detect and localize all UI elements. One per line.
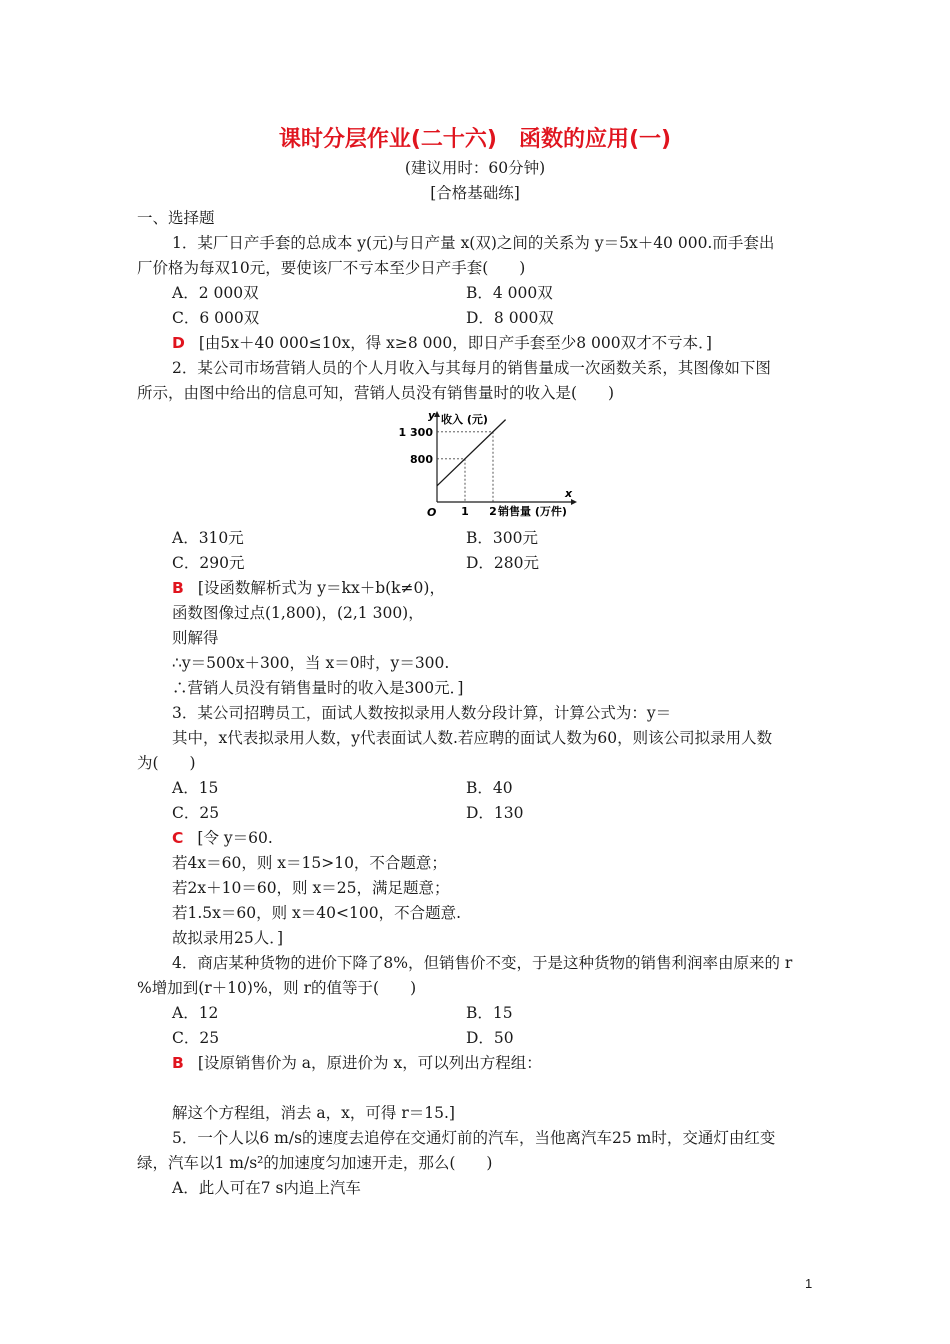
q3-solution-line1 (172, 828, 273, 848)
q4-answer: B (172, 1054, 184, 1072)
q3-answer: C (172, 829, 184, 847)
q1-option-b: B．4 000双 (466, 284, 553, 302)
x-axis-title: 销售量 (万件) (498, 505, 567, 518)
q4-stem-line1: 4．商店某种货物的进价下降了8%，但销售价不变，于是这种货物的销售利润率由原来的 r (172, 954, 793, 972)
q2-option-a: A．310元 (172, 529, 244, 547)
q1-stem-line2: 厂价格为每双10元，要使该厂不亏本至少日产手套( ) (137, 259, 526, 277)
q1-stem-line1: 1．某厂日产手套的总成本 y(元)与日产量 x(双)之间的关系为 y＝5x＋40 000.而手套出 (172, 234, 775, 252)
income-series-line (437, 420, 506, 486)
q3-solution-text1: [令 y＝60. (197, 829, 273, 847)
q5-stem-line1: 5．一个人以6 m/s的速度去追停在交通灯前的汽车，当他离汽车25 m时，交通灯由红变 (172, 1129, 776, 1147)
x-tick-1: 1 (461, 505, 469, 518)
q4-option-b: B．15 (466, 1004, 513, 1022)
q4-option-d: D．50 (466, 1029, 514, 1047)
q5-stem-line2: 绿，汽车以1 m/s²的加速度匀加速开走，那么( ) (137, 1154, 493, 1172)
q3-solution-line5: 故拟录用25人．] (172, 929, 284, 947)
q2-solution-text1: [设函数解析式为 y＝kx＋b(k≠0)， (197, 579, 445, 597)
q2-stem-line1: 2．某公司市场营销人员的个人月收入与其每月的销售量成一次函数关系，其图像如下图 (172, 359, 771, 377)
q3-stem-line3: 为( ) (137, 754, 196, 772)
q3-stem-line2: 其中，x代表拟录用人数，y代表面试人数.若应聘的面试人数为60，则该公司拟录用人数 (172, 729, 773, 747)
section-heading: 一、选择题 (137, 209, 215, 227)
q1-option-d: D．8 000双 (466, 309, 554, 327)
q4-option-c: C．25 (172, 1029, 220, 1047)
q1-solution (172, 333, 712, 353)
page-number: 1 (805, 1276, 813, 1291)
q3-stem-line1: 3．某公司招聘员工，面试人数按拟录用人数分段计算，计算公式为：y＝ (172, 704, 672, 722)
q4-stem-line2: %增加到(r＋10)%，则 r的值等于( ) (137, 979, 417, 997)
q2-option-d: D．280元 (466, 554, 540, 572)
page-title: 课时分层作业(二十六) 函数的应用(一) (278, 127, 672, 152)
suggested-time: (建议用时：60分钟) (404, 159, 546, 177)
q2-option-c: C．290元 (172, 554, 245, 572)
q2-solution-line2: 函数图像过点(1,800)，(2,1 300)， (172, 604, 424, 622)
q2-answer: B (172, 579, 184, 597)
q2-solution-line4: ∴y＝500x＋300，当 x＝0时，y＝300. (172, 654, 450, 672)
q1-solution-text: [由5x＋40 000≤10x，得 x≥8 000，即日产手套至少8 000双才不亏本．] (198, 334, 712, 352)
q2-solution-line1 (172, 578, 445, 598)
q1-option-a: A．2 000双 (172, 284, 259, 302)
y-axis-letter: y (428, 409, 436, 422)
y-axis-title: 收入 (元) (441, 413, 488, 426)
q4-solution-line1 (172, 1053, 542, 1073)
section-tag: [合格基础练] (430, 184, 520, 202)
q5-option-a: A．此人可在7 s内追上汽车 (172, 1179, 361, 1197)
q2-stem-line2: 所示，由图中给出的信息可知，营销人员没有销售量时的收入是( ) (137, 384, 615, 402)
income-chart (395, 405, 585, 525)
q2-solution-line5: ∴营销人员没有销售量时的收入是300元．] (172, 679, 464, 697)
q3-solution-line3: 若2x＋10＝60，则 x＝25，满足题意； (172, 879, 450, 897)
q4-solution-line2: 解这个方程组，消去 a，x，可得 r＝15.] (172, 1104, 455, 1122)
q2-option-b: B．300元 (466, 529, 538, 547)
q3-option-c: C．25 (172, 804, 220, 822)
q3-option-d: D．130 (466, 804, 524, 822)
q3-solution-line4: 若1.5x＝60，则 x＝40<100，不合题意. (172, 904, 462, 922)
q2-solution-line3: 则解得 (172, 629, 219, 647)
x-tick-2: 2 (489, 505, 497, 518)
q4-option-a: A．12 (172, 1004, 219, 1022)
y-tick-800: 800 (410, 452, 433, 466)
origin-label: O (427, 506, 437, 519)
q1-answer: D (172, 334, 185, 352)
q3-option-a: A．15 (172, 779, 219, 797)
q4-solution-text1: [设原销售价为 a，原进价为 x，可以列出方程组： (197, 1054, 542, 1072)
x-axis-letter: x (565, 487, 573, 500)
q1-option-c: C．6 000双 (172, 309, 260, 327)
q3-option-b: B．40 (466, 779, 513, 797)
q3-solution-line2: 若4x＝60，则 x＝15>10，不合题意； (172, 854, 447, 872)
y-tick-1300: 1 300 (398, 425, 433, 439)
